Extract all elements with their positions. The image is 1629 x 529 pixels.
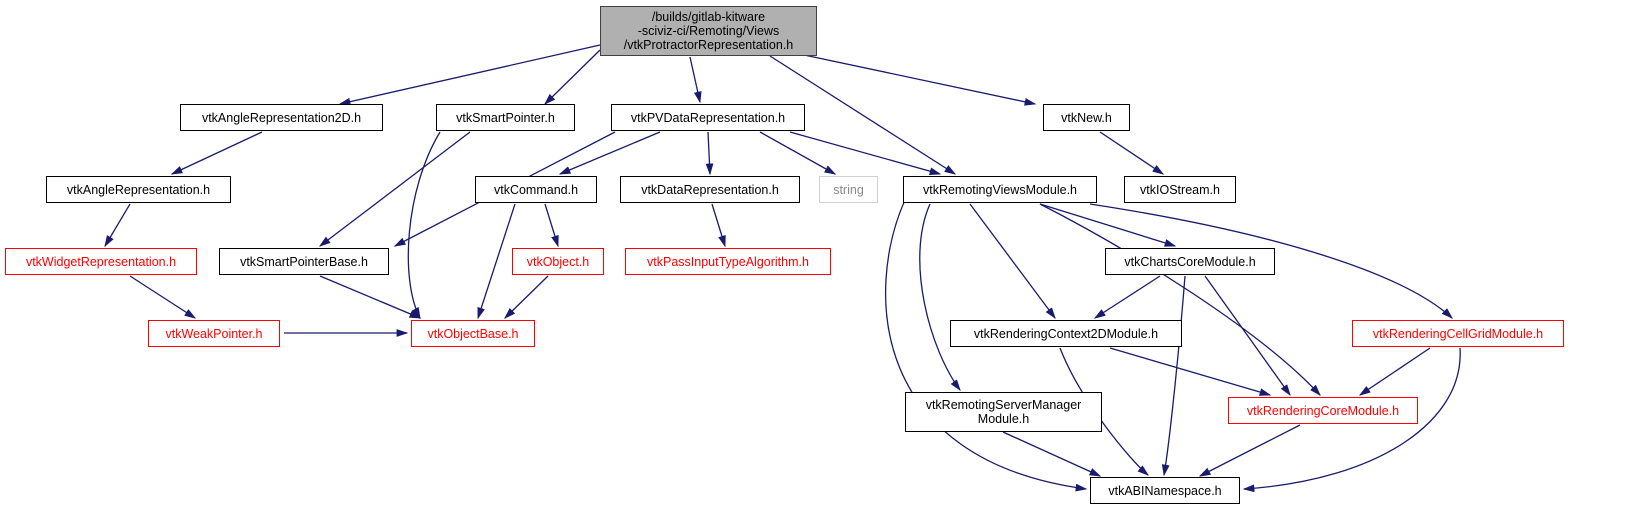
node-vtkObjectBase[interactable]: vtkObjectBase.h	[411, 320, 535, 347]
node-vtkObject[interactable]: vtkObject.h	[512, 248, 604, 275]
node-vtkDataRepresentation[interactable]: vtkDataRepresentation.h	[620, 176, 800, 203]
node-vtkAngleRepresentation2D[interactable]: vtkAngleRepresentation2D.h	[180, 104, 383, 131]
node-string[interactable]: string	[819, 176, 878, 203]
node-vtkWeakPointer[interactable]: vtkWeakPointer.h	[148, 320, 280, 347]
node-vtkNew[interactable]: vtkNew.h	[1043, 104, 1130, 131]
node-vtkRenderingCellGridModule[interactable]: vtkRenderingCellGridModule.h	[1352, 320, 1564, 347]
node-vtkRenderingCoreModule[interactable]: vtkRenderingCoreModule.h	[1228, 397, 1418, 424]
node-vtkWidgetRepresentation[interactable]: vtkWidgetRepresentation.h	[5, 248, 197, 275]
node-vtkIOStream[interactable]: vtkIOStream.h	[1124, 176, 1236, 203]
node-vtkPassInputTypeAlgorithm[interactable]: vtkPassInputTypeAlgorithm.h	[625, 248, 831, 275]
node-vtkChartsCoreModule[interactable]: vtkChartsCoreModule.h	[1105, 248, 1275, 275]
node-vtkRemotingViewsModule[interactable]: vtkRemotingViewsModule.h	[903, 176, 1097, 203]
node-vtkABINamespace[interactable]: vtkABINamespace.h	[1090, 477, 1240, 504]
node-vtkSmartPointerBase[interactable]: vtkSmartPointerBase.h	[219, 248, 389, 275]
node-vtkProtractorRepresentation[interactable]: /builds/gitlab-kitware -sciviz-ci/Remoting/Views /vtkProtractorRepresentation.h	[600, 6, 817, 56]
node-vtkAngleRepresentation[interactable]: vtkAngleRepresentation.h	[46, 176, 231, 203]
node-vtkRemotingServerManagerModule[interactable]: vtkRemotingServerManager Module.h	[905, 392, 1102, 432]
node-vtkCommand[interactable]: vtkCommand.h	[475, 176, 597, 203]
node-vtkPVDataRepresentation[interactable]: vtkPVDataRepresentation.h	[611, 104, 805, 131]
node-vtkRenderingContext2DModule[interactable]: vtkRenderingContext2DModule.h	[950, 320, 1182, 347]
node-vtkSmartPointer[interactable]: vtkSmartPointer.h	[436, 104, 575, 131]
